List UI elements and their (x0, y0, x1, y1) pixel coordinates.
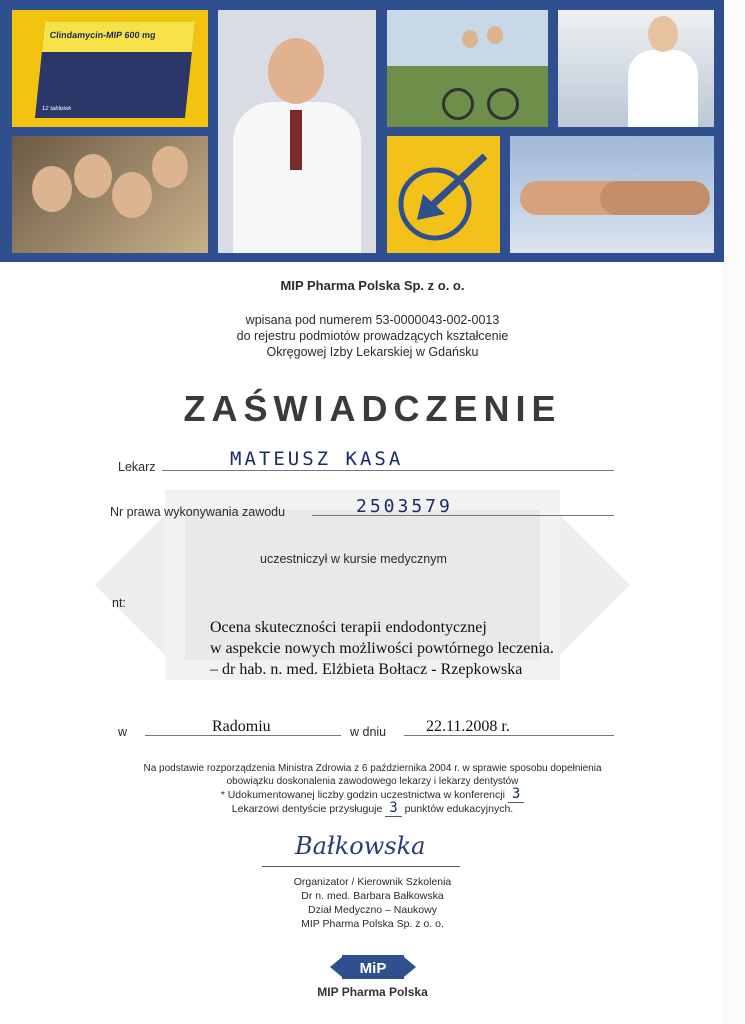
license-label: Nr prawa wykonywania zawodu (110, 505, 286, 519)
signature-line-3: Dział Medyczno – Naukowy (308, 904, 437, 916)
arrow-icon (387, 136, 500, 253)
topic-label: nt: (112, 596, 126, 610)
handshake-photo (510, 136, 714, 253)
topic-line-2: w aspekcie nowych możliwości powtórnego leczenia. (210, 640, 554, 657)
signature-line-2: Dr n. med. Barbara Bałkowska (301, 890, 444, 902)
medicine-pack (35, 22, 195, 118)
hours-text: * Udokumentowanej liczby godzin uczestnictwa w konferencji (220, 789, 505, 801)
registration-line-3: Okręgowej Izby Lekarskiej w Gdańsku (266, 345, 479, 359)
signature-line (262, 866, 460, 867)
legal-line-1: Na podstawie rozporządzenia Ministra Zdrowia z 6 października 2004 r. w sprawie sposobu dopełnienia (143, 763, 602, 774)
product-photo (12, 10, 208, 127)
date-label: w dniu (350, 725, 387, 739)
pack-count: 12 tabletek (41, 106, 72, 112)
product-name: Clindamycin-MIP 600 mg (49, 30, 157, 40)
doctor-photo (218, 10, 376, 253)
footer-brand: MIP Pharma Polska (317, 985, 428, 999)
handwritten-signature: Bałkowska (295, 832, 426, 860)
doctor-label: Lekarz (118, 460, 156, 474)
doctor-line (162, 470, 614, 471)
signature-line-4: MIP Pharma Polska Sp. z o. o. (301, 918, 444, 930)
cyclists-photo (387, 10, 548, 127)
arrow-logo-tile (387, 136, 500, 253)
course-topic (210, 617, 554, 680)
legal-line-3 (0, 788, 745, 802)
mip-logo-icon (330, 952, 416, 982)
logo-text: MiP (359, 960, 387, 977)
points-text-post: punktów edukacyjnych. (404, 803, 514, 815)
points-value: 3 (385, 800, 401, 817)
legal-line-4 (0, 802, 745, 816)
company-name: MIP Pharma Polska Sp. z o. o. (280, 278, 465, 293)
points-text-pre: Lekarzowi dentyście przysługuje (231, 803, 383, 815)
place-label: w (118, 725, 128, 739)
signature-line-1: Organizator / Kierownik Szkolenia (293, 876, 452, 888)
participation-text: uczestniczył w kursie medycznym (260, 552, 447, 566)
legal-line-2: obowiązku doskonalenia zawodowego lekarzy i lekarzy dentystów (226, 776, 519, 787)
license-number: 2503579 (356, 496, 453, 517)
date-value: 22.11.2008 r. (426, 718, 510, 735)
scan-edge (722, 0, 745, 1024)
topic-line-1: Ocena skuteczności terapii endodontycznej (210, 619, 487, 636)
topic-line-3: – dr hab. n. med. Elżbieta Bołtacz - Rzepkowska (210, 661, 523, 678)
registration-line-2: do rejestru podmiotów prowadzących kształcenie (236, 329, 509, 343)
place-value: Radomiu (212, 718, 271, 735)
registration-line-1: wpisana pod numerem 53-0000043-002-0013 (245, 313, 500, 327)
header-banner (0, 0, 724, 262)
hours-value: 3 (508, 786, 524, 803)
doctor-name: MATEUSZ KASA (230, 448, 404, 470)
laboratory-photo (558, 10, 714, 127)
document-title: ZAŚWIADCZENIE (183, 388, 562, 429)
family-photo (12, 136, 208, 253)
